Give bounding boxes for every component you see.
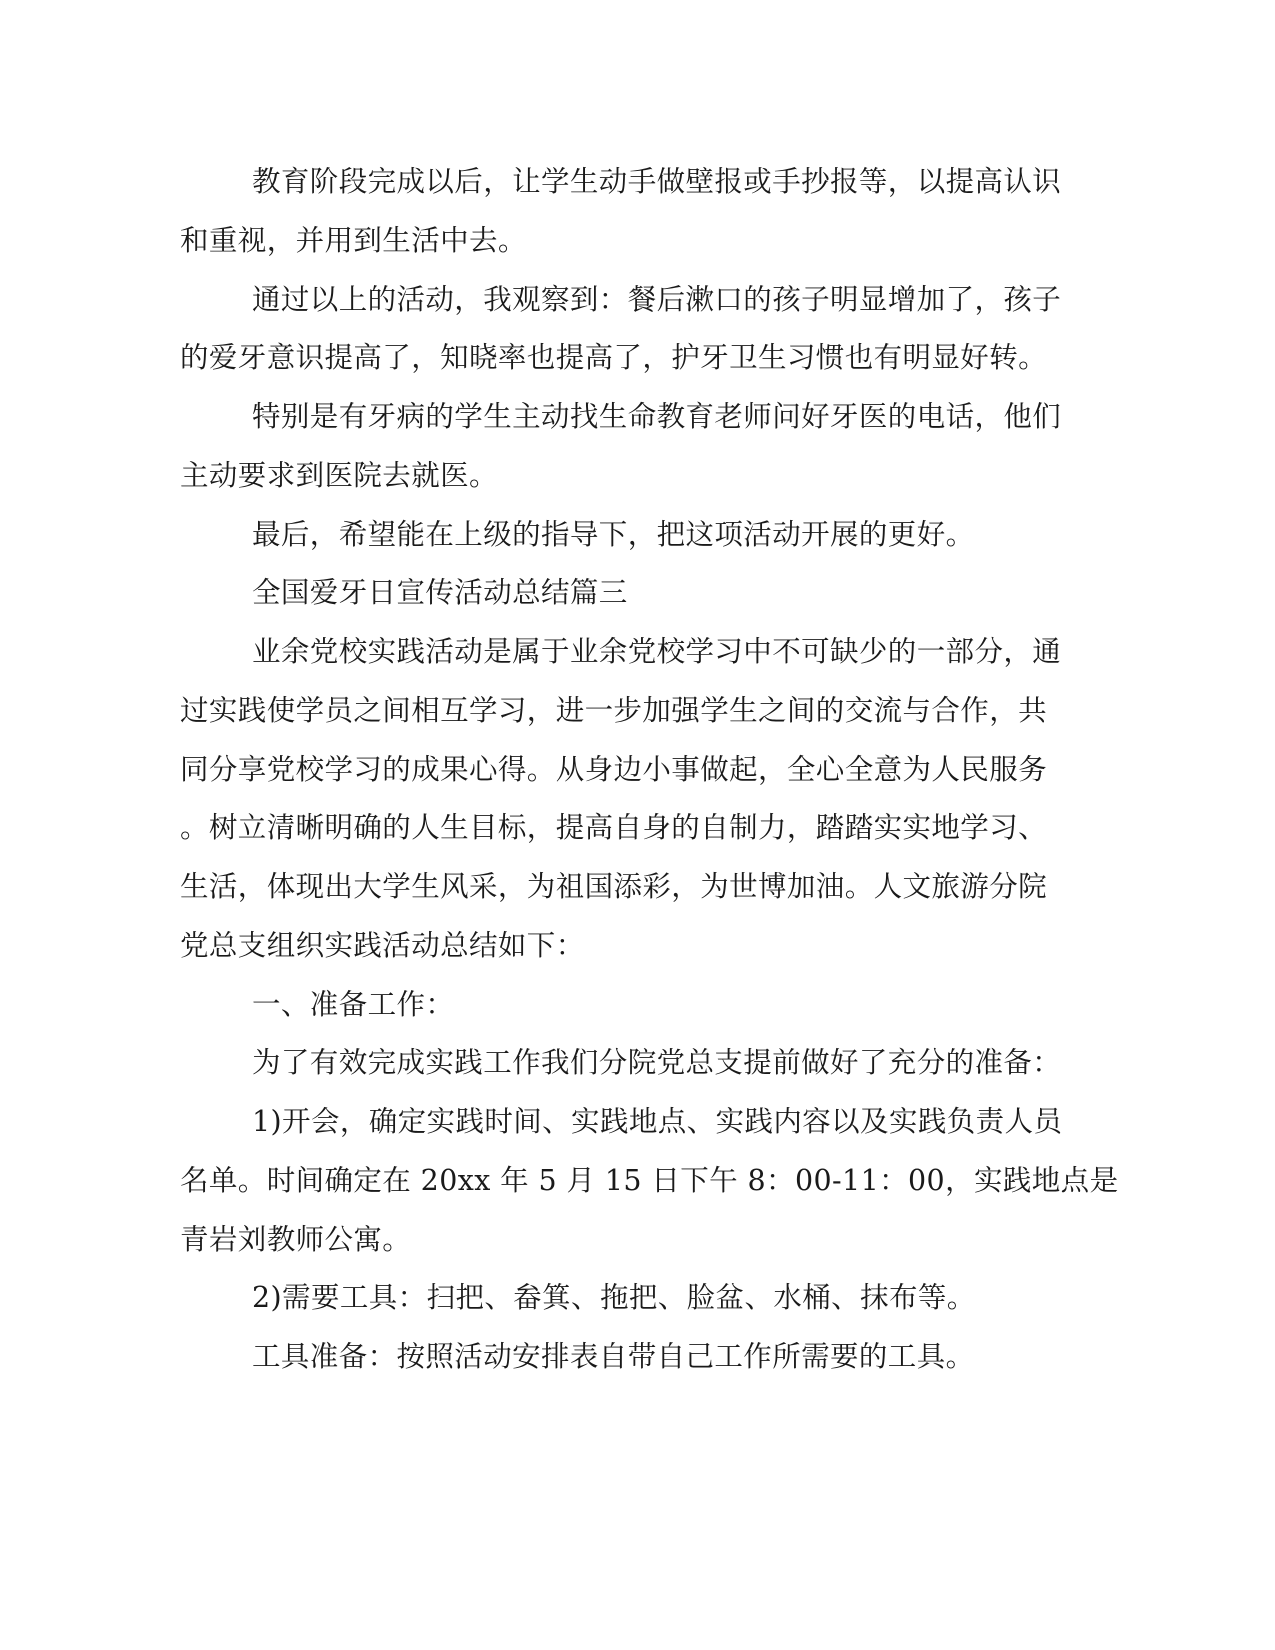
text-line: 和重视，并用到生活中去。 bbox=[180, 224, 527, 257]
section-heading: 全国爱牙日宣传活动总结篇三 bbox=[252, 576, 628, 609]
text-line: 生活，体现出大学生风采，为祖国添彩，为世博加油。人文旅游分院 bbox=[180, 870, 1048, 903]
text-line: 业余党校实践活动是属于业余党校学习中不可缺少的一部分，通 bbox=[252, 635, 1062, 668]
text-line: 教育阶段完成以后，让学生动手做壁报或手抄报等，以提高认识 bbox=[252, 165, 1062, 198]
text-line: 同分享党校学习的成果心得。从身边小事做起，全心全意为人民服务 bbox=[180, 753, 1048, 786]
text-line: 工具准备：按照活动安排表自带自己工作所需要的工具。 bbox=[252, 1340, 975, 1373]
subsection-heading: 一、准备工作： bbox=[252, 988, 455, 1021]
text-line: 特别是有牙病的学生主动找生命教育老师问好牙医的电话，他们 bbox=[252, 400, 1062, 433]
text-line: 通过以上的活动，我观察到：餐后漱口的孩子明显增加了，孩子 bbox=[252, 283, 1062, 316]
text-line: 1)开会，确定实践时间、实践地点、实践内容以及实践负责人员 bbox=[252, 1105, 1063, 1138]
text-line: 的爱牙意识提高了，知晓率也提高了，护牙卫生习惯也有明显好转。 bbox=[180, 341, 1048, 374]
text-line: 名单。时间确定在 20xx 年 5 月 15 日下午 8：00-11：00，实践地点是 bbox=[180, 1164, 1119, 1197]
text-line: 主动要求到医院去就医。 bbox=[180, 459, 498, 492]
text-line: 为了有效完成实践工作我们分院党总支提前做好了充分的准备： bbox=[252, 1046, 1062, 1079]
text-line: 。树立清晰明确的人生目标，提高自身的自制力，踏踏实实地学习、 bbox=[180, 811, 1048, 844]
text-line: 过实践使学员之间相互学习，进一步加强学生之间的交流与合作，共 bbox=[180, 694, 1048, 727]
text-line: 最后，希望能在上级的指导下，把这项活动开展的更好。 bbox=[252, 518, 975, 551]
text-line: 党总支组织实践活动总结如下： bbox=[180, 929, 585, 962]
text-line: 2)需要工具：扫把、畚箕、拖把、脸盆、水桶、抹布等。 bbox=[252, 1281, 976, 1314]
text-line: 青岩刘教师公寓。 bbox=[180, 1223, 412, 1256]
